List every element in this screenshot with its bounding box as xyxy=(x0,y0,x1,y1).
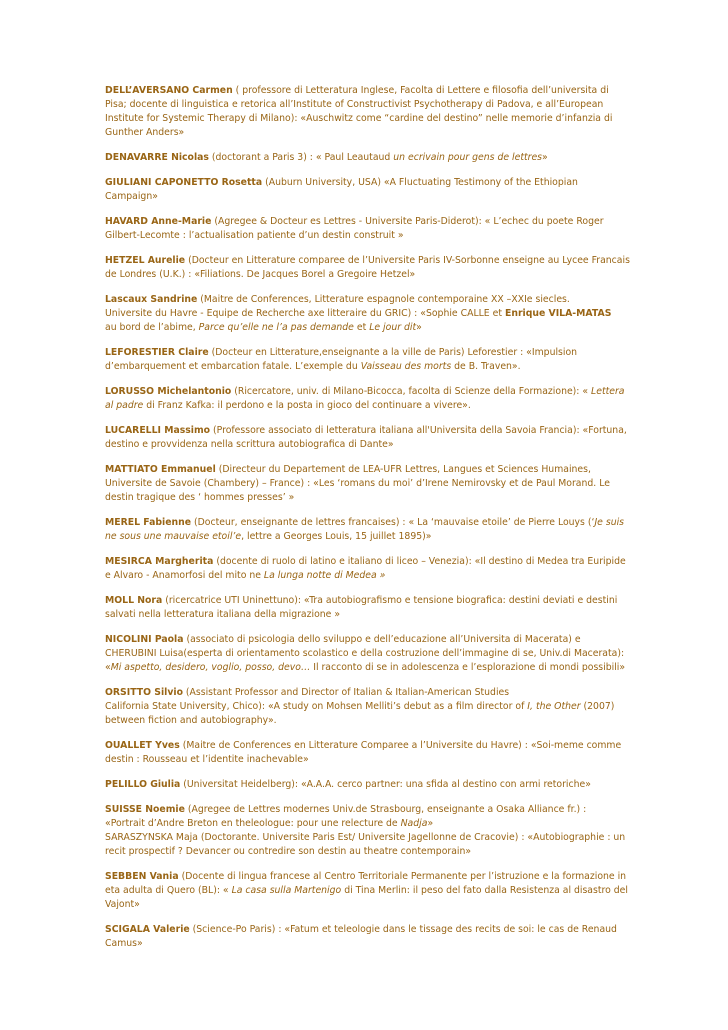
entry-text: ( professore di Letteratura Inglese, Facolta di Lettere e filosofia dell’universita di Pisa; docente di linguistica e retorica all’Institute of Constructivist Psychotherapy di Padova, e all’European Institute for Systemic Therapy di Milano): «Auschwitz come “cardine del destino” nelle memorie d’infanzia di Gunther Anders» xyxy=(105,85,613,138)
participant-entry xyxy=(105,293,630,335)
entry-text: (Maitre de Conferences, Litterature espagnole contemporaine XX –XXIe siecles. xyxy=(197,294,570,305)
participant-name: Lascaux Sandrine xyxy=(105,294,198,305)
participant-entry xyxy=(105,254,630,282)
entry-text: (Auburn University, USA) «A Fluctuating Testimony of the Ethiopian Campaign» xyxy=(105,177,578,202)
entry-text: (Docteur en Litterature,enseignante a la ville de Paris) Leforestier : «Impulsion d’embarquement et embarcation fatale. L’exemple du xyxy=(105,347,578,372)
work-title: Je suis ne sous une mauvaise etoil’e xyxy=(105,517,625,542)
participant-name: NICOLINI Paola xyxy=(105,634,184,645)
participant-name: HAVARD Anne-Marie xyxy=(105,216,212,227)
participant-entry xyxy=(105,84,630,140)
participant-entry xyxy=(105,151,630,165)
participants-list xyxy=(105,84,630,962)
entry-text: (Agregee de Lettres modernes Univ.de Strasbourg, enseignante a Osaka Alliance fr.) : xyxy=(184,804,587,815)
entry-text: (doctorant a Paris 3) : « Paul Leautaud xyxy=(208,152,394,163)
entry-text: (Professore associato di letteratura italiana all'Universita della Savoia Francia): «Fortuna, destino e provvidenza nella scrittura autobiografica di Dante» xyxy=(105,425,627,450)
participant-entry xyxy=(105,594,630,622)
entry-text: » xyxy=(416,322,422,333)
entry-text: (Docteur, enseignante de lettres francaises) : « La ‘mauvaise etoile’ de Pierre Louys (‘ xyxy=(191,517,595,528)
participant-name: GIULIANI CAPONETTO Rosetta xyxy=(105,177,263,188)
entry-text: SARASZYNSKA Maja (Doctorante. Universite Paris Est/ Universite Jagellonne de Cracovie) : «Autobiographie : un recit prospectif ? Devancer ou contredire son destin au theatre contemporain» xyxy=(105,832,626,857)
work-title: Nadja xyxy=(400,818,428,829)
participant-entry xyxy=(105,633,630,675)
participant-name: LEFORESTIER Claire xyxy=(105,347,209,358)
work-title: un ecrivain pour gens de lettres xyxy=(393,152,543,163)
emphasized-name: Enrique VILA-MATAS xyxy=(504,308,612,319)
participant-name: DELL’AVERSANO Carmen xyxy=(105,85,233,96)
work-title: Le jour dit xyxy=(369,322,417,333)
entry-text: (Ricercatore, univ. di Milano-Bicocca, facolta di Scienze della Formazione): « xyxy=(231,386,592,397)
entry-text: (2007) between fiction and autobiography». xyxy=(105,701,615,726)
participant-entry xyxy=(105,555,630,583)
work-title: Vaisseau des morts xyxy=(360,361,452,372)
entry-text: (Maitre de Conferences en Litterature Comparee a l’Universite du Havre) : «Soi-meme comme destin : Rousseau et l’identite inachevable» xyxy=(105,740,622,765)
entry-text: di Tina Merlin: il peso del fato dalla Resistenza al disastro del Vajont» xyxy=(105,885,628,910)
entry-text: Universite du Havre - Equipe de Recherche axe litteraire du GRIC) : «Sophie CALLE et xyxy=(105,308,505,319)
participant-name: ORSITTO Silvio xyxy=(105,687,183,698)
participant-name: LUCARELLI Massimo xyxy=(105,425,211,436)
participant-entry xyxy=(105,463,630,505)
participant-name: MESIRCA Margherita xyxy=(105,556,214,567)
participant-name: MATTIATO Emmanuel xyxy=(105,464,216,475)
entry-text: (ricercatrice UTI Uninettuno): «Tra autobiografismo e tensione biografica: destini deviati e destini salvati nella letteratura italiana della migrazione » xyxy=(105,595,618,620)
participant-name: MOLL Nora xyxy=(105,595,163,606)
participant-entry xyxy=(105,739,630,767)
participant-name: MEREL Fabienne xyxy=(105,517,192,528)
entry-text: au bord de l’abime, xyxy=(105,322,199,333)
work-title: Parce qu’elle ne l’a pas demande xyxy=(198,322,354,333)
participant-entry xyxy=(105,176,630,204)
entry-text: (Agregee & Docteur es Lettres - Universite Paris-Diderot): « L’echec du poete Roger Gilbert-Lecomte : l’actualisation patiente d’un destin construit » xyxy=(105,216,604,241)
work-title: Lettera al padre xyxy=(105,386,625,411)
participant-name: PELILLO Giulia xyxy=(105,779,181,790)
entry-text: California State University, Chico): «A study on Mohsen Melliti’s debut as a film director of xyxy=(105,701,528,712)
work-title: La lunga notte di Medea » xyxy=(263,570,386,581)
entry-text: «Portrait d’Andre Breton en theleologue: pour une relecture de xyxy=(105,818,401,829)
participant-entry xyxy=(105,385,630,413)
entry-text: (associato di psicologia dello sviluppo e dell’educazione all’Universita di Macerata) e CHERUBINI Luisa(esperta di orientamento scolastico e della costruzione dell’immagine di se, Univ.di Macerata): « xyxy=(105,634,625,673)
entry-text: Il racconto di se in adolescenza e l’esplorazione di mondi possibili» xyxy=(310,662,626,673)
work-title: La casa sulla Martenigo xyxy=(231,885,342,896)
participant-entry xyxy=(105,686,630,728)
participant-entry xyxy=(105,516,630,544)
entry-text: (Docteur en Litterature comparee de l’Universite Paris IV-Sorbonne enseigne au Lycee Francais de Londres (U.K.) : «Filiations. De Jacques Borel a Gregoire Hetzel» xyxy=(105,255,630,280)
entry-text: et xyxy=(353,322,370,333)
participant-name: SUISSE Noemie xyxy=(105,804,185,815)
participant-name: LORUSSO Michelantonio xyxy=(105,386,232,397)
participant-name: OUALLET Yves xyxy=(105,740,180,751)
entry-text: » xyxy=(542,152,548,163)
participant-name: SCIGALA Valerie xyxy=(105,924,190,935)
entry-text: (Universitat Heidelberg): «A.A.A. cerco partner: una sfida al destino con armi retoriche» xyxy=(180,779,591,790)
participant-name: HETZEL Aurelie xyxy=(105,255,186,266)
entry-text: di Franz Kafka: il perdono e la posta in gioco del continuare a vivere». xyxy=(143,400,471,411)
entry-text: (docente di ruolo di latino e italiano di liceo – Venezia): «Il destino di Medea tra Euripide e Alvaro - Anamorfosi del mito ne xyxy=(105,556,626,581)
participant-entry xyxy=(105,424,630,452)
participant-entry xyxy=(105,778,630,792)
participant-name: DENAVARRE Nicolas xyxy=(105,152,209,163)
work-title: I, the Other xyxy=(527,701,581,712)
participant-entry xyxy=(105,923,630,951)
entry-text: » xyxy=(427,818,434,829)
participant-entry xyxy=(105,215,630,243)
participant-entry xyxy=(105,870,630,912)
entry-text: , lettre a Georges Louis, 15 juillet 1895)» xyxy=(241,531,432,542)
entry-text: (Science-Po Paris) : «Fatum et teleologie dans le tissage des recits de soi: le cas de Renaud Camus» xyxy=(105,924,617,949)
participant-entry xyxy=(105,803,630,859)
entry-text: (Docente di lingua francese al Centro Territoriale Permanente per l’istruzione e la formazione in eta adulta di Quero (BL): « xyxy=(105,871,627,896)
entry-text: (Directeur du Departement de LEA-UFR Lettres, Langues et Sciences Humaines, Universite de Savoie (Chambery) – France) : «Les ‘romans du moi’ d’Irene Nemirovsky et de Paul Morand. Le destin tragique des ‘ hommes presses’ » xyxy=(105,464,610,503)
entry-text: (Assistant Professor and Director of Italian & Italian-American Studies xyxy=(182,687,510,698)
entry-text: de B. Traven». xyxy=(451,361,521,372)
participant-name: SEBBEN Vania xyxy=(105,871,179,882)
work-title: Mi aspetto, desidero, voglio, posso, devo… xyxy=(110,662,311,673)
participant-entry xyxy=(105,346,630,374)
